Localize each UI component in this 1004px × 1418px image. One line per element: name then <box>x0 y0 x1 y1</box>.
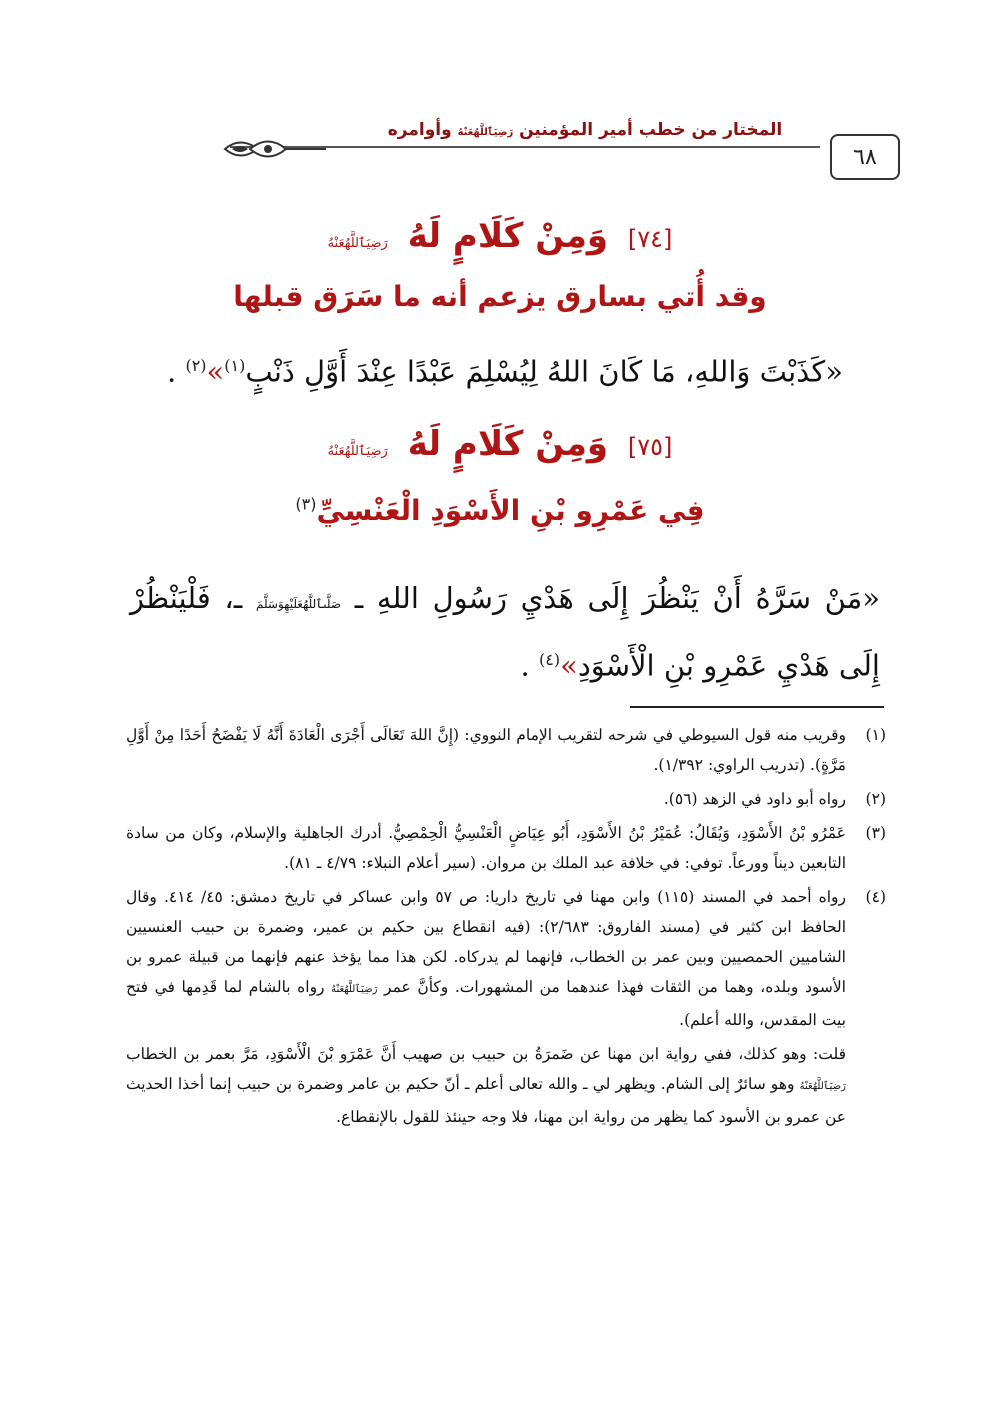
section-74-heading <box>100 216 900 256</box>
running-title-honorific: رَضِيَٱللَّهُعَنْهُ <box>457 127 514 138</box>
footnote-number: (٣) <box>865 824 886 842</box>
honorific: رَضِيَٱللَّهُعَنْهُ <box>331 984 378 995</box>
honorific: رَضِيَٱللَّهُعَنْهُ <box>799 1081 846 1092</box>
footnote-comment-part: قلت: وهو كذلك، ففي رواية ابن مهنا عن ضَمرَةُ بن حبيب بن صهيب أَنَّ عَمْرَو بْنَ الْأَسْوَدِ، مَرَّ بعمر بن الخطاب <box>126 1045 846 1063</box>
footnote-ref: (١) <box>224 356 246 375</box>
footnote-comment <box>126 1039 846 1132</box>
salla-honorific: صَلَّىٱللَّهُعَلَيْهِوَسَلَّمَ <box>255 597 342 611</box>
section-number: [٧٥] <box>627 433 673 461</box>
footnote-number: (١) <box>865 726 886 744</box>
running-title-text: المختار من خطب أمير المؤمنين <box>519 120 783 140</box>
running-title <box>350 120 820 140</box>
ornament-icon <box>220 134 330 164</box>
footnotes <box>126 720 886 1136</box>
footnote-ref: (٢) <box>185 356 207 375</box>
section-75-subheading <box>100 494 900 527</box>
quote-end: . <box>520 648 530 683</box>
section-74-quote <box>130 338 880 400</box>
footnote-ref: (٤) <box>538 650 561 669</box>
quote-end: . <box>167 354 177 389</box>
section-75-quote <box>130 570 880 694</box>
footnote-item <box>126 882 886 1132</box>
footnote-text-part: رواه بالشام لما قَدِمها في فتح بيت المقدس، والله أعلم). <box>126 978 846 1029</box>
quote-text: «مَنْ سَرَّهُ أَنْ يَنْظُرَ إِلَى هَدْيِ رَسُولِ اللهِ ـ <box>354 581 881 615</box>
quote-text: «كَذَبْتَ وَاللهِ، مَا كَانَ اللهُ لِيُسْلِمَ عَبْدًا عِنْدَ أَوَّلِ ذَنْبٍ <box>245 354 843 389</box>
footnote-text-part: رواه أحمد في المسند (١١٥) وابن مهنا في تاريخ داريا: ص ٥٧ وابن عساكر في تاريخ دمشق: ٤٥/ ٤١٤. وقال الحافظ ابن كثير في (مسند الفاروق: ٢/٦٨٣): (فيه انقطاع بين حكيم بن عمير، وضمرة بن حبيب العنسيين الشاميين الحمصيين وبين عمر بن الخطاب، فإنهما لم يدركاه. لكن هذا مما يؤخذ عنهم فإنهما من قبيلة عمرو بن الأسود وبلده، وهما من الثقات فهذا عندهما من المشهورات. وكأنَّ عمر <box>126 888 847 996</box>
footnote-text: رواه أبو داود في الزهد (٥٦). <box>663 790 846 808</box>
footnote-rule <box>630 706 884 708</box>
footnote-item <box>126 720 886 780</box>
footnote-text <box>126 882 846 1132</box>
section-title: وَمِنْ كَلَامٍ لَهُ <box>407 424 609 464</box>
quote-close: » <box>560 648 578 683</box>
honorific: رَضِيَٱللَّهُعَنْهُ <box>327 236 388 251</box>
footnote-comment-part: وهو سائرٌ إلى الشام. ويظهر لي ـ والله تعالى أعلم ـ أنّ حكيم بن عامر وضمرة بن حبيب إنما أخذا الحديث عن عمرو بن الأسود كما يظهر من رواية ابن مهنا، فلا وجه حينئذ للقول بالإنقطاع. <box>126 1075 846 1126</box>
page-number: ٦٨ <box>830 134 900 180</box>
section-74-subheading: وقد أُتي بسارق يزعم أنه ما سَرَق قبلها <box>233 280 767 313</box>
section-title: وَمِنْ كَلَامٍ لَهُ <box>407 216 609 256</box>
subheading-text: فِي عَمْرِو بْنِ الأَسْوَدِ الْعَنْسِيِّ <box>316 494 705 527</box>
footnote-ref: (٣) <box>295 494 317 514</box>
section-number: [٧٤] <box>627 225 673 253</box>
footnote-item <box>126 784 886 814</box>
footnote-number: (٢) <box>865 790 886 808</box>
honorific: رَضِيَٱللَّهُعَنْهُ <box>327 444 388 459</box>
quote-text: ـ، فَلْيَنْظُرْ إِلَى هَدْيِ عَمْرِو بْنِ الْأَسْوَدِ <box>130 581 880 683</box>
quote-close: » <box>206 354 225 389</box>
footnote-number: (٤) <box>865 888 886 906</box>
footnote-item <box>126 818 886 878</box>
footnote-text: وقريب منه قول السيوطي في شرحه لتقريب الإمام النووي: (إِنَّ اللهَ تَعَالَى أَجْرَى الْعَادَةَ أَنَّهُ لَا يَفْضَحُ أَحَدًا مِنْ أَوَّلِ مَرَّةٍ). (تدريب الراوي: ١/٣٩٢). <box>126 726 846 774</box>
page-header <box>140 120 877 180</box>
footnote-text: عَمْرُو بْنُ الأَسْوَدِ، وَيُقَالُ: عُمَيْرُ بْنُ الأَسْوَدِ، أَبُو عِيَاضٍ الْعَنْسِيُّ الْحِمْصِيُّ. أدرك الجاهلية والإسلام، وكان من سادة التابعين ديناً وورعاً. توفي: في خلافة عبد الملك بن مروان. (سير أعلام النبلاء: ٤/٧٩ ـ ٨١). <box>126 824 846 872</box>
section-75-heading <box>100 424 900 464</box>
running-title-tail: وأوامره <box>387 120 452 140</box>
